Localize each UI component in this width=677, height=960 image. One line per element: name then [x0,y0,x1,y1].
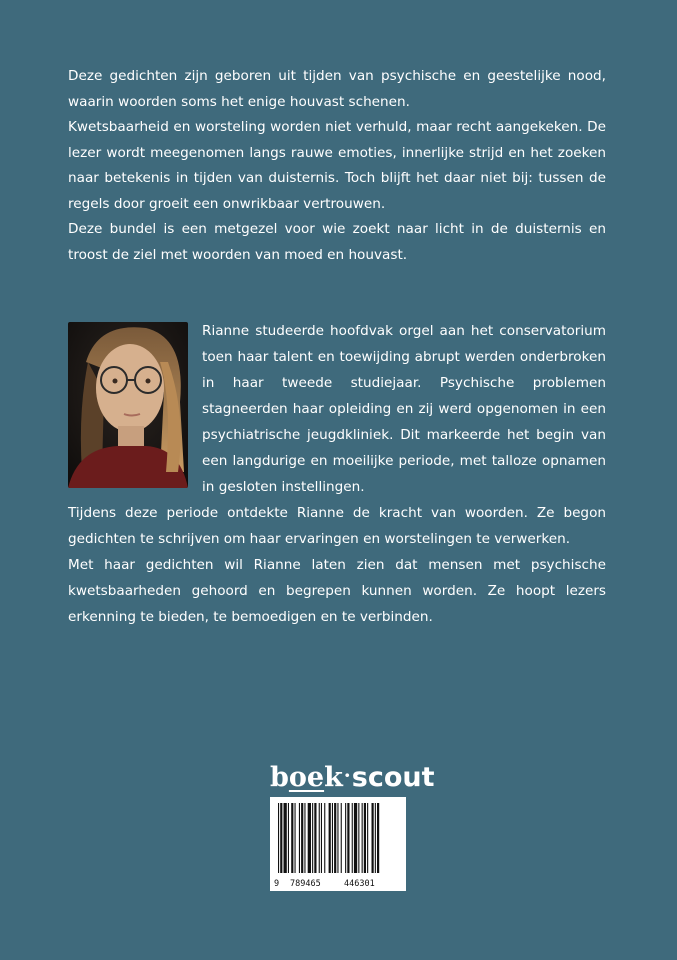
barcode-digits-right: 446301 [344,879,375,889]
publisher-logo: boek·scout [270,762,435,793]
barcode-bar [295,803,296,873]
barcode-bar [304,803,305,873]
barcode-bar [280,803,282,873]
barcode-bar [337,803,338,873]
bio-paragraph-2: Tijdens deze periode ontdekte Rianne de kracht van woorden. Ze begon gedichten te schrijven om haar ervaringen en worstelingen te verwerken. [68,505,606,547]
barcode-bar [321,803,322,873]
barcode-bar [364,803,366,873]
barcode-bar [345,803,346,873]
barcode-bar [352,803,353,873]
author-photo [68,322,188,488]
barcode-bar [301,803,303,873]
blurb-paragraph-2: Kwetsbaarheid en worsteling worden niet verhuld, maar recht aangekeken. De lezer wordt meegenomen langs rauwe emoties, innerlijke strijd en het zoeken naar betekenis in tijden van duisternis. Toch blijft het daar niet bij: tussen de regels door groeit een onwrikbaar vertrouwen. [68,119,606,212]
barcode-bar [375,803,376,873]
barcode-bar [312,803,313,873]
barcode-bar [291,803,293,873]
barcode-bar [284,803,287,873]
barcode-bar [308,803,311,873]
blurb-paragraph-1: Deze gedichten zijn geboren uit tijden van psychische en geestelijke nood, waarin woorden soms het enige houvast schenen. [68,68,606,110]
barcode-bar [288,803,289,873]
barcode-bar [358,803,359,873]
isbn-barcode [270,797,406,891]
barcode-bar [324,803,325,873]
barcode-bar [314,803,316,873]
barcode-digits-left: 789465 [290,879,321,889]
author-bio [68,318,606,630]
barcode-digit-first: 9 [274,879,280,889]
barcode-bar [354,803,357,873]
blurb-paragraph-3: Deze bundel is een metgezel voor wie zoekt naar licht in de duisternis en troost de ziel met woorden van moed en houvast. [68,221,606,263]
barcode-bar [372,803,374,873]
barcode-bar [362,803,363,873]
barcode-bar [347,803,349,873]
back-cover-blurb [68,64,606,268]
barcode-bar [319,803,320,873]
barcode-bar [334,803,336,873]
barcode-bar [332,803,333,873]
barcode-bar [299,803,300,873]
barcode-bar [278,803,279,873]
bio-paragraph-3: Met haar gedichten wil Rianne laten zien dat mensen met psychische kwetsbaarheden gehoord en begrepen kunnen worden. Ze hoopt lezers erkenning te bieden, te bemoedigen en te verbinden. [68,557,606,625]
bio-paragraph-1: Rianne studeerde hoofdvak orgel aan het conservatorium toen haar talent en toewijding abrupt werden onderbroken in haar tweede studiejaar. Psychische problemen stagneerden haar opleiding en zij werd opgenomen in een psychiatrische jeugdkliniek. Dit markeerde het begin van een langdurige en moeilijke periode, met talloze opnamen in gesloten instellingen. [202,323,606,495]
barcode-bar [367,803,368,873]
barcode-bar [341,803,342,873]
barcode-bar [377,803,379,873]
barcode-bar [329,803,331,873]
